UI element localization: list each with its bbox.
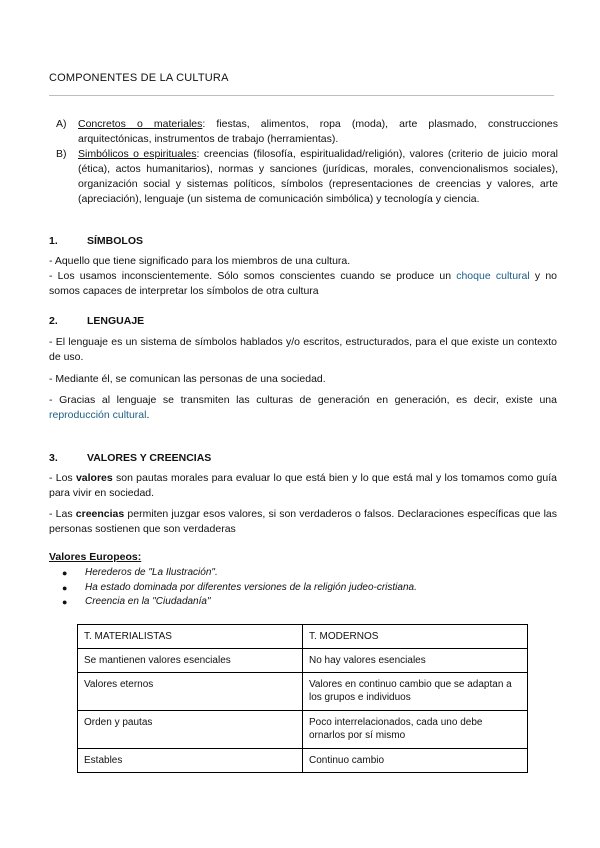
type-text: : creencias (filosofía, espiritualidad/religión), valores (criterio de juicio moral (ética), actos humanitarios), normas y sanciones (jurídicas, morales, convencionalismos sociales), organización social y sistemas políticos, símbolos (representaciones de creencias y valores, arte (apreciación), lenguaje (un sistema de comunicación simbólica) y tecnología y ciencia.	[78, 148, 558, 205]
section-title: VALORES Y CREENCIAS	[87, 452, 212, 464]
paragraph	[49, 254, 557, 299]
paragraph	[49, 393, 557, 423]
bold-term: valores	[75, 472, 113, 484]
type-label: Concretos o materiales	[78, 118, 203, 130]
table-header-row	[78, 625, 528, 649]
valores-europeos-list	[62, 566, 417, 610]
bold-term: creencias	[75, 508, 125, 520]
table-cell: Se mantienen valores esenciales	[78, 649, 303, 673]
paragraph-line	[49, 269, 557, 299]
paragraph-line: - Aquello que tiene significado para los miembros de una cultura.	[49, 255, 351, 267]
list-item	[56, 117, 558, 147]
section-number: 1.	[49, 235, 58, 247]
section-number: 2.	[49, 315, 58, 327]
choque-cultural-link[interactable]: choque cultural	[456, 270, 530, 282]
paragraph	[49, 507, 557, 537]
table-cell: Estables	[78, 749, 303, 773]
list-item	[56, 147, 558, 207]
section-title: SÍMBOLOS	[87, 235, 144, 247]
table-header-cell: T. MATERIALISTAS	[78, 625, 303, 649]
list-item	[62, 581, 417, 596]
culture-types-list	[56, 117, 558, 207]
comparison-table	[77, 624, 528, 773]
bullet-icon: ●	[62, 568, 68, 578]
reproduccion-cultural-link[interactable]: reproducción cultural	[49, 409, 147, 421]
text-span: - Los usamos inconscientemente. Sólo somos conscientes cuando se produce un	[49, 270, 457, 282]
table-row	[78, 711, 528, 749]
text-span: - Las	[49, 508, 76, 520]
list-item	[62, 566, 417, 581]
list-item-text: Ha estado dominada por diferentes versiones de la religión judeo-cristiana.	[85, 581, 417, 593]
bullet-icon: ●	[62, 582, 68, 593]
title-divider	[49, 95, 554, 96]
list-item	[62, 595, 417, 610]
document-title: COMPONENTES DE LA CULTURA	[49, 72, 229, 84]
table-cell: No hay valores esenciales	[303, 649, 528, 673]
paragraph: - Mediante él, se comunican las personas de una sociedad.	[49, 373, 326, 385]
text-span: son pautas morales para evaluar lo que está bien y lo que está mal y los tomamos como guía para vivir en sociedad.	[49, 472, 557, 499]
table-cell: Valores eternos	[78, 673, 303, 711]
section-title: LENGUAJE	[87, 315, 145, 327]
list-item-text: Herederos de "La Ilustración".	[85, 567, 218, 578]
table-cell: Continuo cambio	[303, 749, 528, 773]
table-row	[78, 749, 528, 773]
section-heading-valores	[49, 452, 211, 464]
text-span: .	[146, 409, 150, 421]
table-cell: Valores en continuo cambio que se adaptan a los grupos e individuos	[303, 673, 528, 711]
type-text: : fiestas, alimentos, ropa (moda), arte plasmado, construcciones arquitectónicas, instrumentos de trabajo (herramientas).	[78, 118, 558, 145]
text-span: - Gracias al lenguaje se transmiten las culturas de generación en generación, es decir, existe una	[49, 394, 557, 406]
section-number: 3.	[49, 452, 58, 464]
list-marker: B)	[56, 148, 67, 160]
table-cell: Orden y pautas	[78, 711, 303, 749]
list-marker: A)	[56, 118, 67, 130]
table-row	[78, 673, 528, 711]
text-span: y no somos capaces de interpretar los símbolos de otra cultura	[49, 270, 557, 297]
type-label: Simbólicos o espirituales	[78, 148, 197, 160]
paragraph: - El lenguaje es un sistema de símbolos hablados y/o escritos, estructurados, para el que existe un contexto de uso.	[49, 336, 557, 363]
list-item-text: Creencia en la "Ciudadanía"	[85, 596, 211, 608]
table-header-cell: T. MODERNOS	[303, 625, 528, 649]
paragraph	[49, 471, 557, 501]
valores-europeos-label: Valores Europeos:	[49, 551, 142, 563]
text-span: - Los	[49, 472, 76, 484]
section-heading-lenguaje	[49, 315, 144, 327]
table-cell: Poco interrelacionados, cada uno debe ornarlos por sí mismo	[303, 711, 528, 749]
table-row	[78, 649, 528, 673]
bullet-icon: ●	[62, 597, 68, 608]
text-span: permiten juzgar esos valores, si son verdaderos o falsos. Declaraciones específicas que las personas sostienen que son verdaderas	[49, 508, 558, 535]
section-heading-simbolos	[49, 235, 143, 247]
